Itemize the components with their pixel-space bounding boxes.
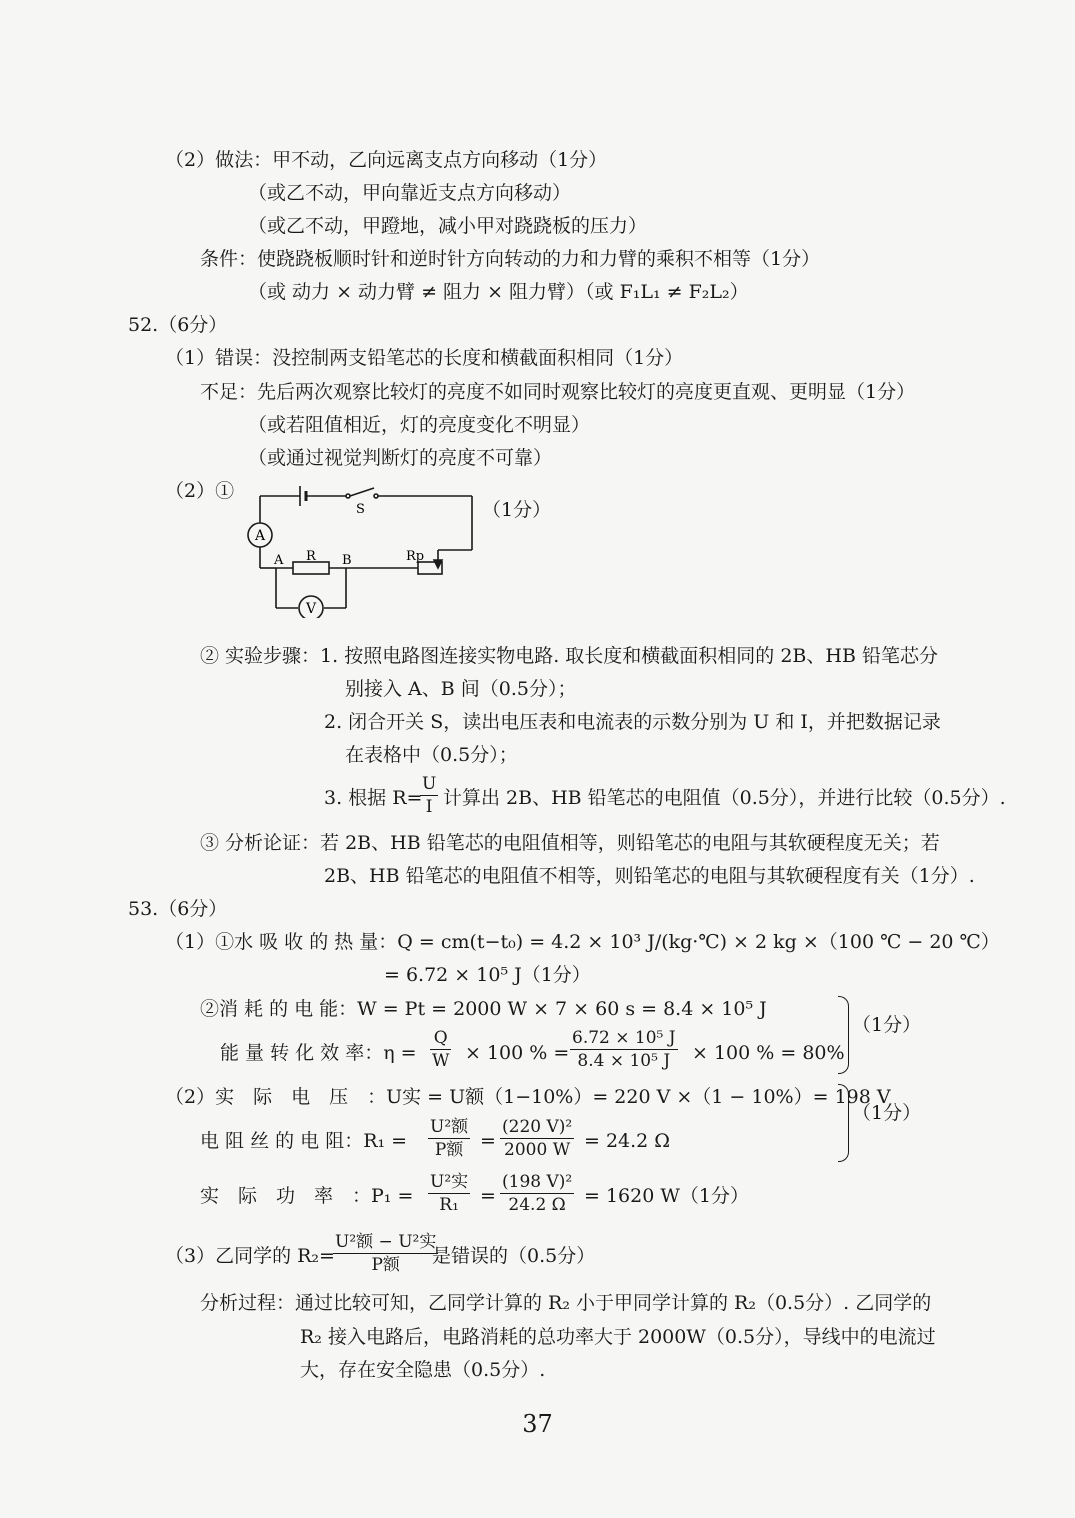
text-line: = (480, 1130, 496, 1152)
text-line: 是错误的（0.5分） (432, 1245, 596, 1267)
text-line: 3. 根据 R= (324, 787, 423, 809)
text-line: = 1620 W（1分） (584, 1185, 749, 1207)
text-line: （2）做法：甲不动，乙向远离支点方向移动（1分） (165, 149, 608, 171)
text-line: 2B、HB 铅笔芯的电阻值不相等，则铅笔芯的电阻与其软硬程度有关（1分）. (324, 865, 975, 887)
text-line: （1）错误：没控制两支铅笔芯的长度和横截面积相同（1分） (165, 347, 684, 369)
text-line: 不足：先后两次观察比较灯的亮度不如同时观察比较灯的亮度更直观、更明显（1分） (200, 381, 916, 403)
text-line: 计算出 2B、HB 铅笔芯的电阻值（0.5分），并进行比较（0.5分）. (443, 787, 1006, 809)
text-line: （2）实 际 电 压 ：U实 = U额（1−10%）= 220 V ×（1 − 10%）= 198 V (165, 1086, 891, 1108)
text-line: = (480, 1185, 496, 1207)
page-number: 37 (522, 1410, 553, 1438)
text-line: （2）① (165, 480, 235, 502)
text-line: 2. 闭合开关 S，读出电压表和电流表的示数分别为 U 和 I，并把数据记录 (324, 711, 941, 733)
text-line: ②消 耗 的 电 能：W = Pt = 2000 W × 7 × 60 s = 8.4 × 10⁵ J (200, 998, 767, 1020)
text-line: 实 际 功 率 ：P₁ = (200, 1185, 414, 1207)
score-label: （1分） (482, 499, 552, 521)
text-line: 能 量 转 化 效 率：η = (220, 1042, 417, 1064)
fraction-r1-b: (220 V)² 2000 W (502, 1117, 573, 1160)
text-line: 大，存在安全隐患（0.5分）. (300, 1359, 546, 1381)
fraction-p1-b: (198 V)² 24.2 Ω (502, 1172, 573, 1215)
circuit-diagram (238, 478, 488, 618)
fraction-r1-a: U²额 P额 (430, 1117, 469, 1160)
fraction-r2: U²额 − U²实 P额 (335, 1232, 437, 1275)
text-line: 分析过程：通过比较可知，乙同学计算的 R₂ 小于甲同学计算的 R₂（0.5分）. 乙同学的 (200, 1292, 932, 1314)
rheostat-label: Rp (406, 549, 425, 564)
text-line: （3）乙同学的 R₂= (165, 1245, 335, 1267)
point-b-label: B (342, 553, 352, 568)
text-line: 电 阻 丝 的 电 阻：R₁ = (200, 1130, 408, 1152)
text-line: × 100 % = 80% (692, 1042, 845, 1064)
resistor-label: R (306, 549, 316, 564)
text-line: （或通过视觉判断灯的亮度不可靠） (248, 447, 553, 469)
text-line: （或若阻值相近，灯的亮度变化不明显） (248, 414, 591, 436)
text-line: （或乙不动，甲蹬地，减小甲对跷跷板的压力） (248, 215, 648, 237)
score-label: （1分） (852, 1102, 922, 1124)
text-line: 在表格中（0.5分）； (345, 744, 518, 766)
text-line: = 24.2 Ω (584, 1130, 671, 1152)
text-line: R₂ 接入电路后，电路消耗的总功率大于 2000W（0.5分），导线中的电流过 (300, 1326, 936, 1348)
text-line: （或 动力 × 动力臂 ≠ 阻力 × 阻力臂）（或 F₁L₁ ≠ F₂L₂） (248, 281, 749, 303)
text-line: ② 实验步骤：1. 按照电路图连接实物电路. 取长度和横截面积相同的 2B、HB 铅笔芯分 (200, 645, 938, 667)
text-line: 条件：使跷跷板顺时针和逆时针方向转动的力和力臂的乘积不相等（1分） (200, 248, 821, 270)
question-number: 52.（6分） (128, 314, 228, 336)
question-number: 53.（6分） (128, 898, 228, 920)
text-line: （1）①水 吸 收 的 热 量：Q = cm(t−t₀) = 4.2 × 10³ J/(kg·℃) × 2 kg ×（100 ℃ − 20 ℃） (165, 931, 1000, 953)
brace (838, 996, 849, 1074)
text-line: 别接入 A、B 间（0.5分）； (345, 678, 577, 700)
fraction-r: U I (422, 774, 437, 817)
fraction-p1-a: U²实 R₁ (430, 1172, 469, 1215)
text-line: （或乙不动，甲向靠近支点方向移动） (248, 182, 572, 204)
voltmeter-label: V (305, 601, 317, 617)
fraction-eta-2: 6.72 × 10⁵ J 8.4 × 10⁵ J (572, 1028, 676, 1071)
text-line: × 100 % = (465, 1042, 570, 1064)
text-line: ③ 分析论证：若 2B、HB 铅笔芯的电阻值相等，则铅笔芯的电阻与其软硬程度无关；若 (200, 832, 940, 854)
text-line: = 6.72 × 10⁵ J（1分） (384, 964, 591, 986)
point-a-label: A (274, 553, 284, 568)
fraction-eta-1: Q W (432, 1028, 450, 1071)
switch-label: S (356, 502, 365, 517)
ammeter-label: A (254, 528, 266, 544)
score-label: （1分） (852, 1014, 922, 1036)
brace (838, 1084, 849, 1162)
